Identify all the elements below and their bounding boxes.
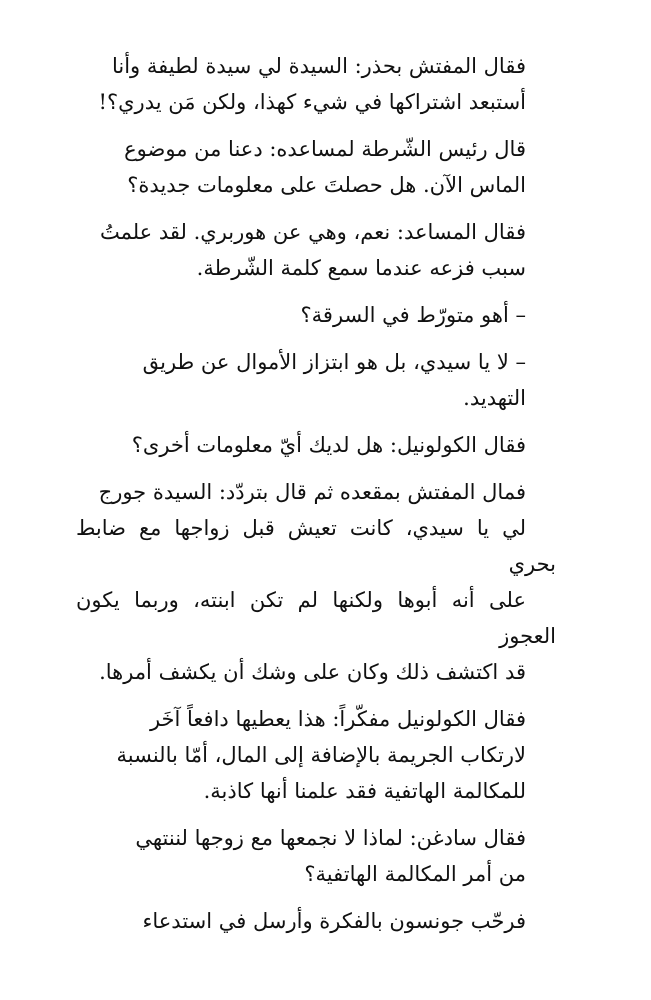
paragraph-4	[76, 297, 556, 333]
text-line: – أهو متورّط في السرقة؟	[300, 303, 526, 327]
text-line: فمال المفتش بمقعده ثم قال بتردّد: السيدة جورج	[98, 480, 526, 504]
paragraph-10	[76, 903, 556, 939]
book-page	[76, 48, 556, 950]
text-line: الماس الآن. هل حصلتَ على معلومات جديدة؟	[127, 173, 526, 197]
paragraph-2	[76, 131, 556, 203]
paragraph-7	[76, 474, 556, 690]
text-line: قد اكتشف ذلك وكان على وشك أن يكشف أمرها.	[99, 660, 526, 684]
text-line: فقال المفتش بحذر: السيدة لي سيدة لطيفة وأنا	[111, 54, 526, 78]
text-line: التهديد.	[463, 386, 526, 410]
text-line: لارتكاب الجريمة بالإضافة إلى المال، أمّا بالنسبة	[116, 743, 526, 767]
text-line: فقال المساعد: نعم، وهي عن هوربري. لقد علمتُ	[99, 220, 526, 244]
text-line: فقال الكولونيل: هل لديك أيّ معلومات أخرى؟	[131, 433, 526, 457]
text-line: أستبعد اشتراكها في شيء كهذا، ولكن مَن يدري؟!	[98, 90, 526, 114]
text-line: سبب فزعه عندما سمع كلمة الشّرطة.	[196, 256, 526, 280]
text-line: للمكالمة الهاتفية فقد علمنا أنها كاذبة.	[203, 779, 526, 803]
text-line: – لا يا سيدي، بل هو ابتزاز الأموال عن طريق	[142, 350, 526, 374]
text-line: على أنه أبوها ولكنها لم تكن ابنته، وربما يكون العجوز	[76, 588, 556, 648]
paragraph-9	[76, 820, 556, 892]
paragraph-8	[76, 701, 556, 809]
text-line: فرحّب جونسون بالفكرة وأرسل في استدعاء	[142, 909, 526, 933]
paragraph-1	[76, 48, 556, 120]
text-line: قال رئيس الشّرطة لمساعده: دعنا من موضوع	[124, 137, 526, 161]
text-line: فقال سادغن: لماذا لا نجمعها مع زوجها لننتهي	[135, 826, 526, 850]
text-line: فقال الكولونيل مفكّراً: هذا يعطيها دافعاً آخَر	[149, 707, 526, 731]
paragraph-6	[76, 427, 556, 463]
paragraph-3	[76, 214, 556, 286]
paragraph-5	[76, 344, 556, 416]
text-line: لي يا سيدي، كانت تعيش قبل زواجها مع ضابط بحري	[76, 516, 556, 576]
text-line: من أمر المكالمة الهاتفية؟	[304, 862, 526, 886]
